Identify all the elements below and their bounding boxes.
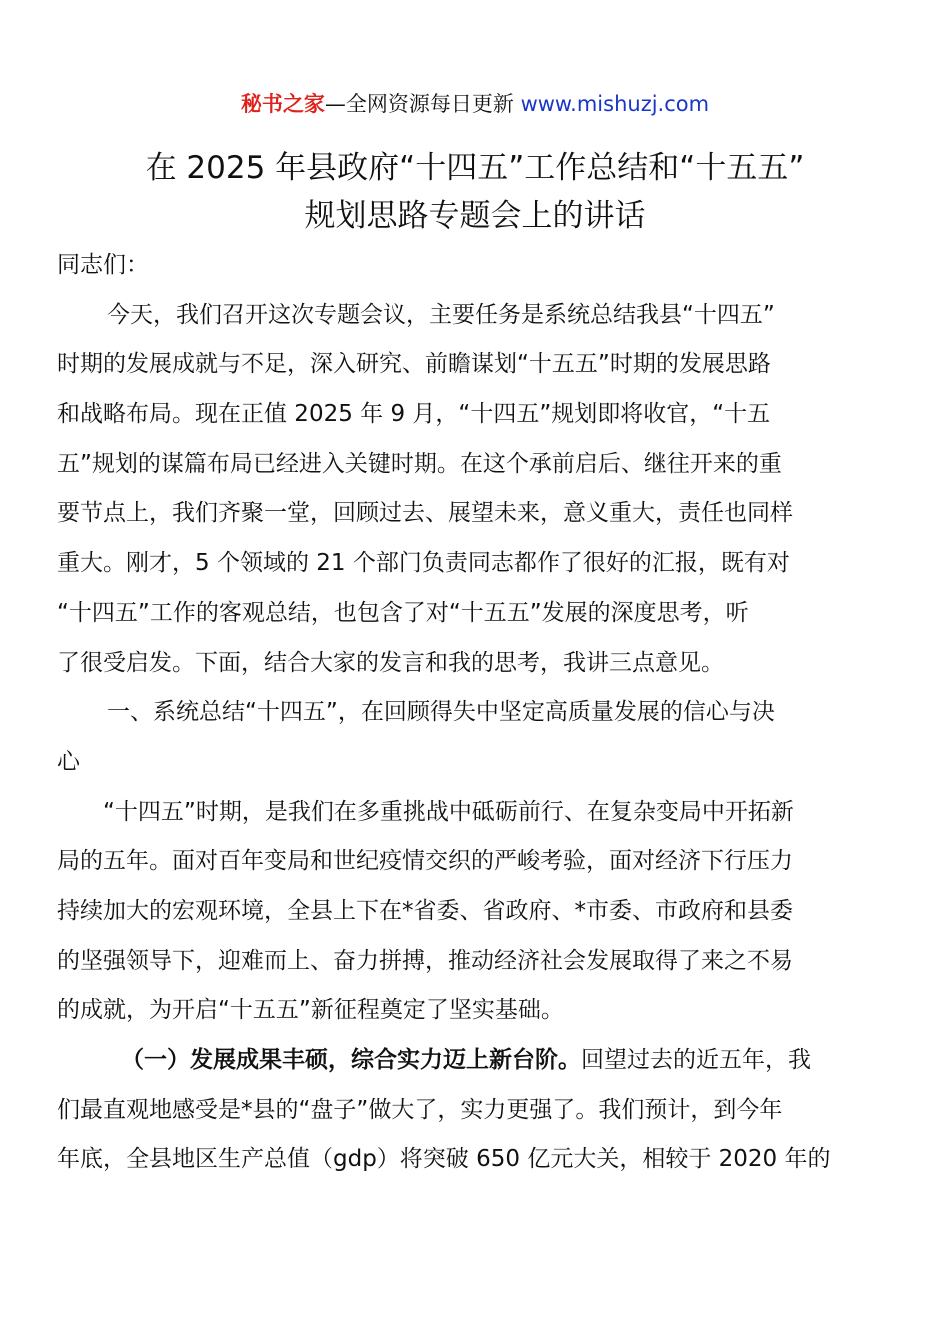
site-tagline: —全网资源每日更新 [324, 92, 514, 116]
section-heading-line: 心 [57, 748, 80, 775]
site-name: 秘书之家 [240, 92, 325, 116]
subsection-line [57, 1036, 897, 1086]
subsection-text: 回望过去的近五年，我 [581, 1047, 811, 1073]
site-url-link[interactable]: www.mishuzj.com [520, 92, 710, 116]
subsection-heading: （一）发展成果丰硕，综合实力迈上新台阶。 [121, 1047, 581, 1073]
paragraph-line: 了很受启发。下面，结合大家的发言和我的思考，我讲三点意见。 [57, 649, 724, 676]
title-line-1: 在 2025 年县政府“十四五”工作总结和“十五五” [145, 150, 805, 186]
paragraph-line: 和战略布局。现在正值 2025 年 9 月，“十四五”规划即将收官，“十五 [57, 401, 771, 428]
document-title [40, 144, 910, 240]
paragraph-line: 的坚强领导下，迎难而上、奋力拼搏，推动经济社会发展取得了来之不易 [57, 947, 793, 974]
paragraph-line: 要节点上，我们齐聚一堂，回顾过去、展望未来，意义重大，责任也同样 [57, 500, 793, 527]
section-heading-line: 一、系统总结“十四五”，在回顾得失中坚定高质量发展的信心与决 [107, 699, 775, 726]
paragraph-line: 持续加大的宏观环境，全县上下在*省委、省政府、*市委、市政府和县委 [57, 897, 793, 924]
title-line-2: 规划思路专题会上的讲话 [304, 198, 646, 234]
paragraph-line: “十四五”工作的客观总结，也包含了对“十五五”发展的深度思考，听 [57, 599, 749, 626]
site-banner [0, 88, 950, 120]
salutation: 同志们： [57, 252, 149, 278]
paragraph-line: 五”规划的谋篇布局已经进入关键时期。在这个承前启后、继往开来的重 [57, 450, 782, 477]
paragraph-line: 局的五年。面对百年变局和世纪疫情交织的严峻考验，面对经济下行压力 [57, 848, 793, 875]
paragraph-line: 重大。刚才，5 个领域的 21 个部门负责同志都作了很好的汇报，既有对 [57, 550, 790, 577]
paragraph-line: 们最直观地感受是*县的“盘子”做大了，实力更强了。我们预计，到今年 [57, 1096, 783, 1123]
paragraph-line: “十四五”时期，是我们在多重挑战中砥砺前行、在复杂变局中开拓新 [103, 798, 794, 825]
paragraph-line: 今天，我们召开这次专题会议，主要任务是系统总结我县“十四五” [107, 301, 775, 328]
paragraph-line: 年底，全县地区生产总值（gdp）将突破 650 亿元大关，相较于 2020 年的 [57, 1146, 831, 1173]
paragraph-line: 的成就，为开启“十五五”新征程奠定了坚实基础。 [57, 997, 564, 1024]
paragraph-line: 时期的发展成就与不足，深入研究、前瞻谋划“十五五”时期的发展思路 [57, 351, 771, 378]
document-body [57, 241, 897, 1185]
